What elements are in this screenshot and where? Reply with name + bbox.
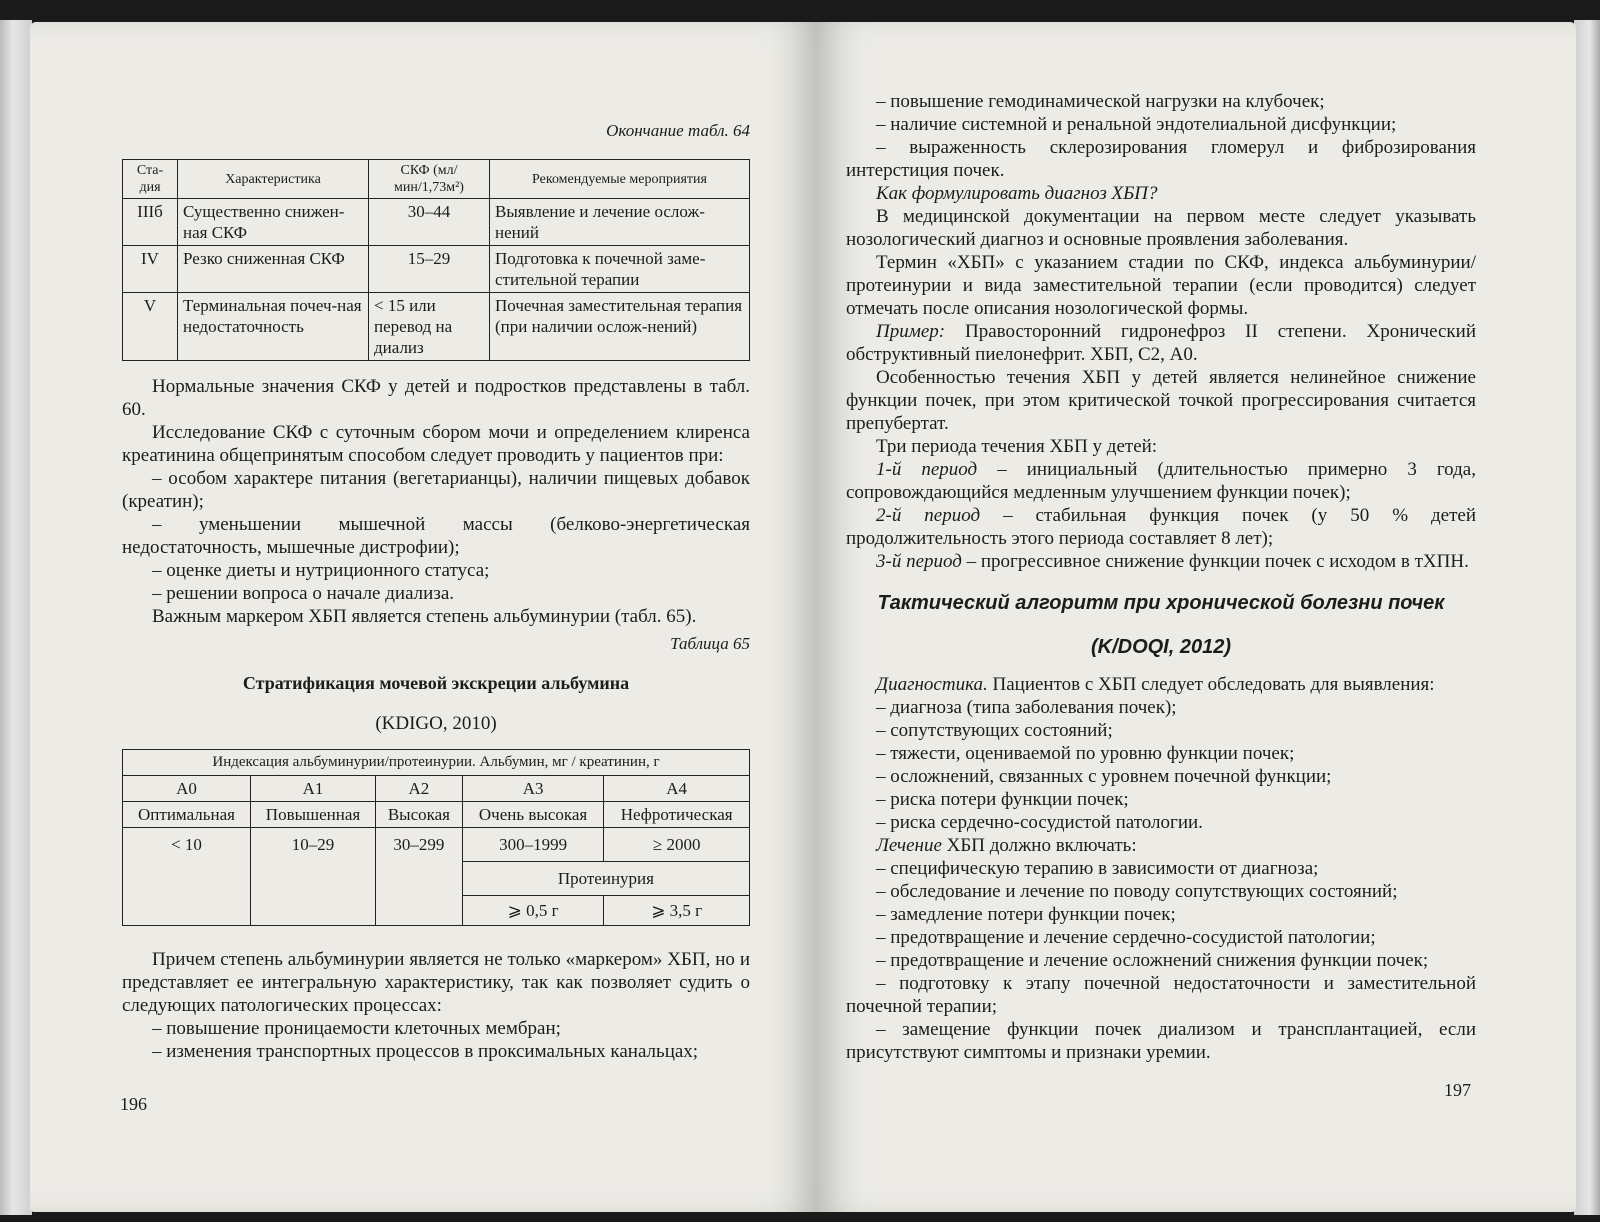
paragraph <box>846 834 1476 857</box>
right-page-edges <box>1574 20 1600 1215</box>
period-text: – стабильная функция почек (у 50 % детей продолжительность этого периода составляет 8 лет); <box>846 505 1477 549</box>
table-cell: 30–44 <box>369 199 490 246</box>
page-number: 196 <box>120 1094 147 1114</box>
left-page-edges <box>0 20 32 1215</box>
list-item: – замедление потери функции почек; <box>876 904 1176 925</box>
list-item: – выраженность склерозирования гломерул и фиброзирования интерстиция почек. <box>846 137 1476 181</box>
table-cell: A0 <box>123 776 251 802</box>
list-item: – специфическую терапию в зависимости от диагноза; <box>876 858 1319 879</box>
section-heading: Тактический алгоритм при хронической болезни почек <box>877 592 1445 614</box>
table-cell: Очень высокая <box>462 802 604 828</box>
table-cell: 10–29 <box>251 828 376 926</box>
paragraph: Причем степень альбуминурии является не только «маркером» ХБП, но и представляет ее интегральную характеристику, так как позволяет судить о следующих патологических процессах: <box>122 949 750 1016</box>
paragraph: Важным маркером ХБП является степень альбуминурии (табл. 65). <box>152 606 697 627</box>
paragraph: Термин «ХБП» с указанием стадии по СКФ, индекса альбуминурии/протеинурии и вида заместительной терапии (если проводится) следует отмечать после описания нозологической формы. <box>846 252 1476 319</box>
table-cell: V <box>123 293 178 361</box>
table-cell: Терминальная почеч-ная недостаточность <box>178 293 369 361</box>
table-64 <box>122 159 750 361</box>
paragraph: Три периода течения ХБП у детей: <box>876 436 1158 457</box>
paragraph <box>846 550 1476 573</box>
list-item: – наличие системной и ренальной эндотелиальной дисфункции; <box>876 114 1397 135</box>
paragraph <box>846 504 1476 550</box>
list-item: – риска сердечно-сосудистой патологии. <box>876 812 1203 833</box>
table-cell: ⩾ 0,5 г <box>462 896 604 926</box>
left-page <box>30 22 816 1212</box>
table-cell: ⩾ 3,5 г <box>604 896 750 926</box>
table-cell: Подготовка к почечной заме-стительной терапии <box>490 246 750 293</box>
table65-title: Стратификация мочевой экскреции альбумина <box>242 673 630 693</box>
paragraph <box>846 458 1476 504</box>
paragraph <box>846 673 1476 696</box>
list-item: – особом характере питания (вегетарианцы), наличии пищевых добавок (креатин); <box>122 468 750 512</box>
treatment-text: ХБП должно включать: <box>941 835 1137 856</box>
table-cell: 15–29 <box>369 246 490 293</box>
table-cell: < 15 или перевод на диализ <box>369 293 490 361</box>
table-65 <box>122 749 750 926</box>
right-page-content <box>846 90 1476 1064</box>
list-item: – изменения транспортных процессов в проксимальных канальцах; <box>152 1041 699 1062</box>
list-item: – осложнений, связанных с уровнем почечной функции; <box>876 766 1332 787</box>
list-item: – предотвращение и лечение сердечно-сосудистой патологии; <box>876 927 1376 948</box>
table-cell: Высокая <box>376 802 463 828</box>
list-item: – оценке диеты и нутриционного статуса; <box>152 560 490 581</box>
right-page <box>816 22 1576 1212</box>
paragraph: Нормальные значения СКФ у детей и подростков представлены в табл. 60. <box>122 376 750 420</box>
list-item: – повышение гемодинамической нагрузки на клубочек; <box>876 91 1325 112</box>
diagnostics-text: Пациентов с ХБП следует обследовать для выявления: <box>987 674 1435 695</box>
table-header-cell: Индексация альбуминурии/протеинурии. Альбумин, мг / креатинин, г <box>123 750 750 776</box>
list-item: – сопутствующих состояний; <box>876 720 1113 741</box>
treatment-label: Лечение <box>876 835 942 856</box>
table65-caption: Таблица 65 <box>670 634 750 653</box>
example-label: Пример: <box>876 321 946 342</box>
table-cell: A1 <box>251 776 376 802</box>
list-item: – риска потери функции почек; <box>876 789 1129 810</box>
period-label: 2-й период <box>876 505 981 526</box>
table-cell: IIIб <box>123 199 178 246</box>
list-item: – уменьшении мышечной массы (белково-энергетическая недостаточность, мышечные дистрофии); <box>122 514 750 558</box>
list-item: – предотвращение и лечение осложнений снижения функции почек; <box>876 950 1429 971</box>
list-item: – повышение проницаемости клеточных мембран; <box>152 1018 561 1039</box>
table-header-cell: Ста-дия <box>123 160 178 199</box>
page-number: 197 <box>1444 1080 1471 1100</box>
table-row <box>123 828 750 862</box>
table-row <box>123 293 750 361</box>
table-row <box>123 802 750 828</box>
list-item: – диагноза (типа заболевания почек); <box>876 697 1177 718</box>
table-row <box>123 776 750 802</box>
table-cell: A4 <box>604 776 750 802</box>
paragraph: В медицинской документации на первом месте следует указывать нозологический диагноз и основные проявления заболевания. <box>846 206 1476 250</box>
table-cell: Выявление и лечение ослож-нений <box>490 199 750 246</box>
table-cell: < 10 <box>123 828 251 926</box>
table-cell: A3 <box>462 776 604 802</box>
list-item: – тяжести, оцениваемой по уровню функции почек; <box>876 743 1295 764</box>
table-header-cell: Характеристика <box>178 160 369 199</box>
table64-caption: Окончание табл. 64 <box>606 121 750 140</box>
table-row <box>123 199 750 246</box>
paragraph: Исследование СКФ с суточным сбором мочи и определением клиренса креатинина общепринятым способом следует проводить у пациентов при: <box>122 422 750 466</box>
section-heading-sub: (K/DOQI, 2012) <box>1090 636 1232 658</box>
table-header-cell: Рекомендуемые мероприятия <box>490 160 750 199</box>
table-cell: A2 <box>376 776 463 802</box>
diagnostics-label: Диагностика. <box>876 674 988 695</box>
table-cell: 30–299 <box>376 828 463 926</box>
table65-subtitle: (KDIGO, 2010) <box>375 713 497 734</box>
list-item: – обследование и лечение по поводу сопутствующих состояний; <box>876 881 1398 902</box>
period-text: – прогрессивное снижение функции почек с исходом в тХПН. <box>961 551 1469 572</box>
table-header-cell: СКФ (мл/мин/1,73м²) <box>369 160 490 199</box>
period-label: 3-й период <box>876 551 962 572</box>
period-label: 1-й период <box>876 459 978 480</box>
question-heading: Как формулировать диагноз ХБП? <box>876 183 1158 204</box>
table-cell: Оптимальная <box>123 802 251 828</box>
table-header-row <box>123 750 750 776</box>
period-text: – инициальный (длительностью примерно 3 года, сопровождающийся медленным улучшением функции почек); <box>846 459 1476 503</box>
table-cell: Нефротическая <box>604 802 750 828</box>
paragraph: Особенностью течения ХБП у детей является нелинейное снижение функции почек, при этом критической точкой прогрессирования считается препубертат. <box>846 367 1476 434</box>
table-cell: ≥ 2000 <box>604 828 750 862</box>
table-cell: Протеинурия <box>462 862 749 896</box>
paragraph <box>846 320 1476 366</box>
example-text: Правосторонний гидронефроз II степени. Хронический обструктивный пиелонефрит. ХБП, С2, А0. <box>846 321 1476 365</box>
table-header-row <box>123 160 750 199</box>
left-page-content <box>122 102 750 1063</box>
table-cell: Резко сниженная СКФ <box>178 246 369 293</box>
table-cell: IV <box>123 246 178 293</box>
list-item: – решении вопроса о начале диализа. <box>152 583 455 604</box>
table-cell: Почечная заместительная терапия (при наличии ослож-нений) <box>490 293 750 361</box>
table-cell: Повышенная <box>251 802 376 828</box>
list-item: – замещение функции почек диализом и трансплантацией, если присутствуют симптомы и признаки уремии. <box>846 1019 1476 1063</box>
table-cell: Существенно снижен-ная СКФ <box>178 199 369 246</box>
table-cell: 300–1999 <box>462 828 604 862</box>
table-row <box>123 246 750 293</box>
list-item: – подготовку к этапу почечной недостаточности и заместительной почечной терапии; <box>846 973 1476 1017</box>
